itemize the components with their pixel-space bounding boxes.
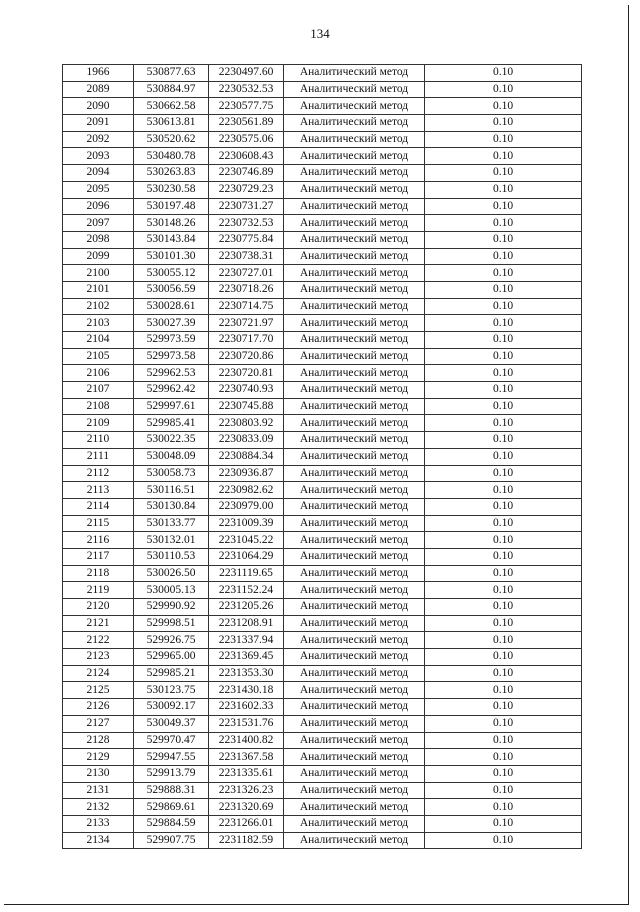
y-coordinate-cell: 2230833.09 [209, 432, 284, 449]
method-cell: Аналитический метод [284, 198, 425, 215]
accuracy-cell: 0.10 [425, 181, 582, 198]
table-row [63, 599, 582, 616]
point-number-cell: 2130 [63, 765, 134, 782]
y-coordinate-cell: 2230729.23 [209, 181, 284, 198]
point-number-cell: 2132 [63, 799, 134, 816]
method-cell: Аналитический метод [284, 465, 425, 482]
method-cell: Аналитический метод [284, 415, 425, 432]
method-cell: Аналитический метод [284, 532, 425, 549]
y-coordinate-cell: 2230982.62 [209, 482, 284, 499]
accuracy-cell: 0.10 [425, 699, 582, 716]
point-number-cell: 2116 [63, 532, 134, 549]
x-coordinate-cell: 529913.79 [134, 765, 209, 782]
table-row [63, 548, 582, 565]
x-coordinate-cell: 530613.81 [134, 115, 209, 132]
method-cell: Аналитический метод [284, 131, 425, 148]
table-row [63, 315, 582, 332]
y-coordinate-cell: 2231045.22 [209, 532, 284, 549]
method-cell: Аналитический метод [284, 732, 425, 749]
point-number-cell: 2117 [63, 548, 134, 565]
method-cell: Аналитический метод [284, 115, 425, 132]
point-number-cell: 2114 [63, 498, 134, 515]
y-coordinate-cell: 2230561.89 [209, 115, 284, 132]
method-cell: Аналитический метод [284, 632, 425, 649]
accuracy-cell: 0.10 [425, 682, 582, 699]
x-coordinate-cell: 529962.53 [134, 365, 209, 382]
accuracy-cell: 0.10 [425, 298, 582, 315]
method-cell: Аналитический метод [284, 248, 425, 265]
point-number-cell: 2131 [63, 782, 134, 799]
method-cell: Аналитический метод [284, 265, 425, 282]
point-number-cell: 2107 [63, 382, 134, 399]
y-coordinate-cell: 2230740.93 [209, 382, 284, 399]
point-number-cell: 2119 [63, 582, 134, 599]
method-cell: Аналитический метод [284, 432, 425, 449]
y-coordinate-cell: 2230532.53 [209, 81, 284, 98]
coordinates-table-body [63, 65, 582, 849]
method-cell: Аналитический метод [284, 815, 425, 832]
table-row [63, 532, 582, 549]
accuracy-cell: 0.10 [425, 281, 582, 298]
method-cell: Аналитический метод [284, 515, 425, 532]
y-coordinate-cell: 2230803.92 [209, 415, 284, 432]
accuracy-cell: 0.10 [425, 765, 582, 782]
accuracy-cell: 0.10 [425, 832, 582, 849]
point-number-cell: 2129 [63, 749, 134, 766]
x-coordinate-cell: 530230.58 [134, 181, 209, 198]
accuracy-cell: 0.10 [425, 732, 582, 749]
method-cell: Аналитический метод [284, 148, 425, 165]
accuracy-cell: 0.10 [425, 382, 582, 399]
y-coordinate-cell: 2231369.45 [209, 649, 284, 666]
accuracy-cell: 0.10 [425, 799, 582, 816]
accuracy-cell: 0.10 [425, 365, 582, 382]
table-row [63, 832, 582, 849]
point-number-cell: 2126 [63, 699, 134, 716]
y-coordinate-cell: 2230738.31 [209, 248, 284, 265]
method-cell: Аналитический метод [284, 448, 425, 465]
point-number-cell: 2108 [63, 398, 134, 415]
table-row [63, 582, 582, 599]
method-cell: Аналитический метод [284, 649, 425, 666]
method-cell: Аналитический метод [284, 181, 425, 198]
table-row [63, 115, 582, 132]
y-coordinate-cell: 2231208.91 [209, 615, 284, 632]
method-cell: Аналитический метод [284, 215, 425, 232]
table-row [63, 432, 582, 449]
x-coordinate-cell: 530092.17 [134, 699, 209, 716]
x-coordinate-cell: 530058.73 [134, 465, 209, 482]
accuracy-cell: 0.10 [425, 465, 582, 482]
accuracy-cell: 0.10 [425, 332, 582, 349]
x-coordinate-cell: 530143.84 [134, 231, 209, 248]
point-number-cell: 2115 [63, 515, 134, 532]
y-coordinate-cell: 2231152.24 [209, 582, 284, 599]
table-row [63, 649, 582, 666]
table-row [63, 448, 582, 465]
table-row [63, 682, 582, 699]
x-coordinate-cell: 530130.84 [134, 498, 209, 515]
x-coordinate-cell: 530049.37 [134, 715, 209, 732]
method-cell: Аналитический метод [284, 65, 425, 82]
method-cell: Аналитический метод [284, 832, 425, 849]
table-row [63, 632, 582, 649]
x-coordinate-cell: 530048.09 [134, 448, 209, 465]
table-row [63, 231, 582, 248]
accuracy-cell: 0.10 [425, 148, 582, 165]
x-coordinate-cell: 530027.39 [134, 315, 209, 332]
table-row [63, 281, 582, 298]
y-coordinate-cell: 2230720.81 [209, 365, 284, 382]
accuracy-cell: 0.10 [425, 98, 582, 115]
accuracy-cell: 0.10 [425, 548, 582, 565]
point-number-cell: 2091 [63, 115, 134, 132]
x-coordinate-cell: 529973.58 [134, 348, 209, 365]
accuracy-cell: 0.10 [425, 815, 582, 832]
method-cell: Аналитический метод [284, 482, 425, 499]
x-coordinate-cell: 530123.75 [134, 682, 209, 699]
page-number: 134 [310, 26, 330, 41]
y-coordinate-cell: 2230884.34 [209, 448, 284, 465]
point-number-cell: 2106 [63, 365, 134, 382]
table-row [63, 799, 582, 816]
x-coordinate-cell: 529990.92 [134, 599, 209, 616]
x-coordinate-cell: 530101.30 [134, 248, 209, 265]
table-row [63, 498, 582, 515]
accuracy-cell: 0.10 [425, 782, 582, 799]
x-coordinate-cell: 529985.41 [134, 415, 209, 432]
table-row [63, 332, 582, 349]
x-coordinate-cell: 529973.59 [134, 332, 209, 349]
point-number-cell: 2097 [63, 215, 134, 232]
table-row [63, 365, 582, 382]
table-row [63, 248, 582, 265]
table-row [63, 615, 582, 632]
x-coordinate-cell: 529970.47 [134, 732, 209, 749]
accuracy-cell: 0.10 [425, 248, 582, 265]
y-coordinate-cell: 2230575.06 [209, 131, 284, 148]
table-row [63, 348, 582, 365]
method-cell: Аналитический метод [284, 365, 425, 382]
y-coordinate-cell: 2231430.18 [209, 682, 284, 699]
point-number-cell: 2093 [63, 148, 134, 165]
point-number-cell: 2112 [63, 465, 134, 482]
method-cell: Аналитический метод [284, 298, 425, 315]
table-row [63, 215, 582, 232]
point-number-cell: 2120 [63, 599, 134, 616]
table-row [63, 148, 582, 165]
y-coordinate-cell: 2230979.00 [209, 498, 284, 515]
x-coordinate-cell: 530148.26 [134, 215, 209, 232]
y-coordinate-cell: 2231119.65 [209, 565, 284, 582]
accuracy-cell: 0.10 [425, 315, 582, 332]
method-cell: Аналитический метод [284, 599, 425, 616]
point-number-cell: 2100 [63, 265, 134, 282]
accuracy-cell: 0.10 [425, 615, 582, 632]
point-number-cell: 2099 [63, 248, 134, 265]
x-coordinate-cell: 529907.75 [134, 832, 209, 849]
accuracy-cell: 0.10 [425, 565, 582, 582]
point-number-cell: 2133 [63, 815, 134, 832]
point-number-cell: 2122 [63, 632, 134, 649]
accuracy-cell: 0.10 [425, 532, 582, 549]
method-cell: Аналитический метод [284, 582, 425, 599]
x-coordinate-cell: 530116.51 [134, 482, 209, 499]
y-coordinate-cell: 2231400.82 [209, 732, 284, 749]
y-coordinate-cell: 2231326.23 [209, 782, 284, 799]
method-cell: Аналитический метод [284, 765, 425, 782]
x-coordinate-cell: 530480.78 [134, 148, 209, 165]
method-cell: Аналитический метод [284, 565, 425, 582]
table-row [63, 515, 582, 532]
x-coordinate-cell: 530884.97 [134, 81, 209, 98]
y-coordinate-cell: 2230714.75 [209, 298, 284, 315]
table-row [63, 81, 582, 98]
table-row [63, 415, 582, 432]
method-cell: Аналитический метод [284, 81, 425, 98]
y-coordinate-cell: 2230732.53 [209, 215, 284, 232]
x-coordinate-cell: 530026.50 [134, 565, 209, 582]
accuracy-cell: 0.10 [425, 415, 582, 432]
x-coordinate-cell: 530263.83 [134, 165, 209, 182]
accuracy-cell: 0.10 [425, 265, 582, 282]
accuracy-cell: 0.10 [425, 482, 582, 499]
y-coordinate-cell: 2231064.29 [209, 548, 284, 565]
accuracy-cell: 0.10 [425, 582, 582, 599]
accuracy-cell: 0.10 [425, 65, 582, 82]
table-row [63, 298, 582, 315]
y-coordinate-cell: 2231320.69 [209, 799, 284, 816]
point-number-cell: 2123 [63, 649, 134, 666]
x-coordinate-cell: 529884.59 [134, 815, 209, 832]
accuracy-cell: 0.10 [425, 131, 582, 148]
x-coordinate-cell: 529888.31 [134, 782, 209, 799]
point-number-cell: 2105 [63, 348, 134, 365]
y-coordinate-cell: 2231266.01 [209, 815, 284, 832]
accuracy-cell: 0.10 [425, 81, 582, 98]
table-row [63, 732, 582, 749]
accuracy-cell: 0.10 [425, 215, 582, 232]
y-coordinate-cell: 2230721.97 [209, 315, 284, 332]
point-number-cell: 2104 [63, 332, 134, 349]
table-row [63, 465, 582, 482]
accuracy-cell: 0.10 [425, 665, 582, 682]
y-coordinate-cell: 2230608.43 [209, 148, 284, 165]
x-coordinate-cell: 529926.75 [134, 632, 209, 649]
y-coordinate-cell: 2230577.75 [209, 98, 284, 115]
method-cell: Аналитический метод [284, 348, 425, 365]
method-cell: Аналитический метод [284, 615, 425, 632]
x-coordinate-cell: 529869.61 [134, 799, 209, 816]
method-cell: Аналитический метод [284, 498, 425, 515]
accuracy-cell: 0.10 [425, 231, 582, 248]
y-coordinate-cell: 2231182.59 [209, 832, 284, 849]
table-row [63, 198, 582, 215]
table-row [63, 398, 582, 415]
point-number-cell: 2101 [63, 281, 134, 298]
x-coordinate-cell: 530022.35 [134, 432, 209, 449]
table-row [63, 565, 582, 582]
method-cell: Аналитический метод [284, 231, 425, 248]
accuracy-cell: 0.10 [425, 632, 582, 649]
point-number-cell: 1966 [63, 65, 134, 82]
y-coordinate-cell: 2230717.70 [209, 332, 284, 349]
point-number-cell: 2110 [63, 432, 134, 449]
table-row [63, 715, 582, 732]
method-cell: Аналитический метод [284, 382, 425, 399]
y-coordinate-cell: 2231337.94 [209, 632, 284, 649]
y-coordinate-cell: 2231335.61 [209, 765, 284, 782]
method-cell: Аналитический метод [284, 165, 425, 182]
x-coordinate-cell: 529997.61 [134, 398, 209, 415]
method-cell: Аналитический метод [284, 315, 425, 332]
method-cell: Аналитический метод [284, 699, 425, 716]
accuracy-cell: 0.10 [425, 498, 582, 515]
method-cell: Аналитический метод [284, 398, 425, 415]
y-coordinate-cell: 2230746.89 [209, 165, 284, 182]
point-number-cell: 2134 [63, 832, 134, 849]
y-coordinate-cell: 2230936.87 [209, 465, 284, 482]
point-number-cell: 2113 [63, 482, 134, 499]
method-cell: Аналитический метод [284, 682, 425, 699]
x-coordinate-cell: 529985.21 [134, 665, 209, 682]
point-number-cell: 2118 [63, 565, 134, 582]
x-coordinate-cell: 530055.12 [134, 265, 209, 282]
table-row [63, 765, 582, 782]
accuracy-cell: 0.10 [425, 398, 582, 415]
y-coordinate-cell: 2230727.01 [209, 265, 284, 282]
point-number-cell: 2125 [63, 682, 134, 699]
point-number-cell: 2090 [63, 98, 134, 115]
accuracy-cell: 0.10 [425, 198, 582, 215]
x-coordinate-cell: 530662.58 [134, 98, 209, 115]
x-coordinate-cell: 530132.01 [134, 532, 209, 549]
table-row [63, 815, 582, 832]
method-cell: Аналитический метод [284, 782, 425, 799]
x-coordinate-cell: 530056.59 [134, 281, 209, 298]
point-number-cell: 2128 [63, 732, 134, 749]
table-row [63, 65, 582, 82]
accuracy-cell: 0.10 [425, 649, 582, 666]
table-row [63, 782, 582, 799]
y-coordinate-cell: 2230718.26 [209, 281, 284, 298]
point-number-cell: 2092 [63, 131, 134, 148]
point-number-cell: 2124 [63, 665, 134, 682]
method-cell: Аналитический метод [284, 548, 425, 565]
table-row [63, 265, 582, 282]
y-coordinate-cell: 2231602.33 [209, 699, 284, 716]
y-coordinate-cell: 2230720.86 [209, 348, 284, 365]
accuracy-cell: 0.10 [425, 115, 582, 132]
x-coordinate-cell: 530028.61 [134, 298, 209, 315]
method-cell: Аналитический метод [284, 281, 425, 298]
method-cell: Аналитический метод [284, 799, 425, 816]
point-number-cell: 2111 [63, 448, 134, 465]
point-number-cell: 2094 [63, 165, 134, 182]
point-number-cell: 2109 [63, 415, 134, 432]
y-coordinate-cell: 2230745.88 [209, 398, 284, 415]
accuracy-cell: 0.10 [425, 432, 582, 449]
point-number-cell: 2103 [63, 315, 134, 332]
table-row [63, 165, 582, 182]
method-cell: Аналитический метод [284, 665, 425, 682]
accuracy-cell: 0.10 [425, 749, 582, 766]
x-coordinate-cell: 529947.55 [134, 749, 209, 766]
point-number-cell: 2089 [63, 81, 134, 98]
x-coordinate-cell: 530520.62 [134, 131, 209, 148]
point-number-cell: 2095 [63, 181, 134, 198]
point-number-cell: 2102 [63, 298, 134, 315]
point-number-cell: 2098 [63, 231, 134, 248]
y-coordinate-cell: 2231205.26 [209, 599, 284, 616]
accuracy-cell: 0.10 [425, 348, 582, 365]
table-row [63, 482, 582, 499]
table-row [63, 181, 582, 198]
point-number-cell: 2127 [63, 715, 134, 732]
y-coordinate-cell: 2230497.60 [209, 65, 284, 82]
method-cell: Аналитический метод [284, 715, 425, 732]
y-coordinate-cell: 2230731.27 [209, 198, 284, 215]
method-cell: Аналитический метод [284, 332, 425, 349]
x-coordinate-cell: 530005.13 [134, 582, 209, 599]
table-row [63, 131, 582, 148]
x-coordinate-cell: 530133.77 [134, 515, 209, 532]
y-coordinate-cell: 2231531.76 [209, 715, 284, 732]
accuracy-cell: 0.10 [425, 448, 582, 465]
table-row [63, 665, 582, 682]
x-coordinate-cell: 530197.48 [134, 198, 209, 215]
y-coordinate-cell: 2231367.58 [209, 749, 284, 766]
method-cell: Аналитический метод [284, 98, 425, 115]
x-coordinate-cell: 529962.42 [134, 382, 209, 399]
accuracy-cell: 0.10 [425, 715, 582, 732]
table-row [63, 699, 582, 716]
x-coordinate-cell: 530877.63 [134, 65, 209, 82]
accuracy-cell: 0.10 [425, 599, 582, 616]
table-row [63, 749, 582, 766]
table-row [63, 382, 582, 399]
y-coordinate-cell: 2231353.30 [209, 665, 284, 682]
coordinates-table [62, 64, 582, 849]
table-row [63, 98, 582, 115]
x-coordinate-cell: 529998.51 [134, 615, 209, 632]
x-coordinate-cell: 530110.53 [134, 548, 209, 565]
accuracy-cell: 0.10 [425, 515, 582, 532]
x-coordinate-cell: 529965.00 [134, 649, 209, 666]
point-number-cell: 2121 [63, 615, 134, 632]
y-coordinate-cell: 2231009.39 [209, 515, 284, 532]
y-coordinate-cell: 2230775.84 [209, 231, 284, 248]
point-number-cell: 2096 [63, 198, 134, 215]
accuracy-cell: 0.10 [425, 165, 582, 182]
method-cell: Аналитический метод [284, 749, 425, 766]
